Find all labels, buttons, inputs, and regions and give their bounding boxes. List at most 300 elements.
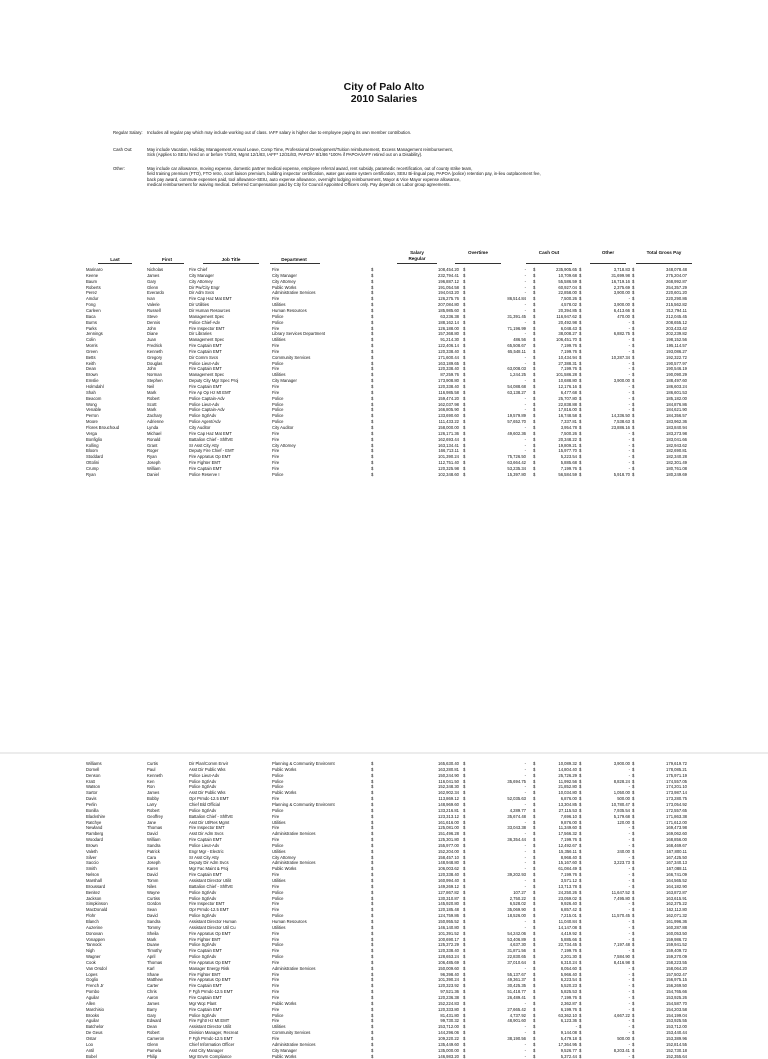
first-name: John — [147, 326, 156, 332]
dollar-sign: $ — [463, 843, 465, 849]
first-name: Sandra — [147, 843, 161, 849]
job-title: Fire Ap Op Hz Mt EMT — [189, 390, 231, 396]
dollar-sign: $ — [579, 802, 581, 808]
table-row — [0, 384, 768, 390]
dollar-sign: $ — [579, 931, 581, 937]
first-name: Diane — [147, 331, 158, 337]
job-title: Battalion Chief - ShftVE — [189, 814, 233, 820]
total-gross-pay: 182,340.28 — [666, 454, 687, 460]
dollar-sign: $ — [371, 402, 373, 408]
job-title: Police Reserve I — [189, 472, 220, 478]
total-gross-pay: 173,280.75 — [666, 796, 687, 802]
first-name: David — [147, 872, 158, 878]
dollar-sign: $ — [371, 802, 373, 808]
dollar-sign: $ — [533, 366, 535, 372]
total-gross-pay: 162,112.80 — [666, 907, 687, 913]
total-gross-pay: 190,577.97 — [666, 361, 687, 367]
dollar-sign: $ — [533, 767, 535, 773]
regular-salary: 162,902.34 — [438, 790, 459, 796]
total-gross-pay: 203,433.42 — [666, 326, 687, 332]
total-gross-pay: 153,712.00 — [666, 1024, 687, 1030]
regular-salary: 232,794.41 — [438, 273, 459, 279]
first-name: Joseph — [147, 460, 161, 466]
dollar-sign: $ — [632, 314, 634, 320]
overtime: 486.56 — [513, 337, 526, 343]
dollar-sign: $ — [463, 1036, 465, 1042]
department: City Auditor — [272, 425, 293, 431]
other-pay: - — [629, 977, 630, 983]
dollar-sign: $ — [579, 331, 581, 337]
table-row — [0, 972, 768, 978]
dollar-sign: $ — [632, 831, 634, 837]
dollar-sign: $ — [533, 1007, 535, 1013]
dollar-sign: $ — [579, 972, 581, 978]
regular-salary: 151,496.28 — [438, 831, 459, 837]
dollar-sign: $ — [533, 372, 535, 378]
regular-salary: 207,084.80 — [438, 302, 459, 308]
overtime: - — [525, 866, 526, 872]
table-row — [0, 913, 768, 919]
dollar-sign: $ — [463, 1030, 465, 1036]
dollar-sign: $ — [371, 831, 373, 837]
other-pay: - — [629, 784, 630, 790]
dollar-sign: $ — [632, 361, 634, 367]
department: City Manager — [272, 378, 297, 384]
total-gross-pay: 183,840.94 — [666, 425, 687, 431]
last-name: Wong — [86, 402, 97, 408]
cash-out: 15,977.70 — [558, 448, 577, 454]
dollar-sign: $ — [533, 931, 535, 937]
cash-out: 7,199.76 — [561, 872, 577, 878]
department: Police — [272, 314, 283, 320]
cash-out: 6,048.43 — [561, 326, 577, 332]
department: Fire — [272, 960, 279, 966]
first-name: Glenn — [147, 1042, 158, 1048]
cash-out: 15,167.60 — [558, 860, 577, 866]
cash-out: 22,858.00 — [558, 290, 577, 296]
regular-salary: 124,759.86 — [438, 913, 459, 919]
department: Public Works — [272, 767, 296, 773]
dollar-sign: $ — [632, 825, 634, 831]
last-name: Ryan — [86, 472, 96, 478]
overtime: 4,737.92 — [510, 1013, 526, 1019]
last-name: Marchisio — [86, 1007, 104, 1013]
total-gross-pay: 182,301.49 — [666, 460, 687, 466]
department: Fire — [272, 977, 279, 983]
dollar-sign: $ — [579, 820, 581, 826]
dollar-sign: $ — [463, 820, 465, 826]
department: Police — [272, 413, 283, 419]
other-pay: 10,780.47 — [611, 802, 630, 808]
last-name: Venable — [86, 407, 101, 413]
job-title: Dir Libraries — [189, 331, 212, 337]
first-name: Everardo — [147, 290, 164, 296]
other-pay: - — [629, 989, 630, 995]
dollar-sign: $ — [463, 983, 465, 989]
cash-out: 60,927.04 — [558, 285, 577, 291]
dollar-sign: $ — [632, 896, 634, 902]
table-row — [0, 413, 768, 419]
cash-out: 22,838.88 — [558, 402, 577, 408]
regular-salary: 116,985.58 — [438, 390, 459, 396]
overtime: 31,871.56 — [507, 948, 526, 954]
department: Fire — [272, 995, 279, 1001]
first-name: Ivan — [147, 296, 155, 302]
last-name: De Geus — [86, 1030, 103, 1036]
dollar-sign: $ — [579, 1007, 581, 1013]
overtime: 4,289.77 — [510, 808, 526, 814]
dollar-sign: $ — [579, 960, 581, 966]
last-name: Cook — [86, 960, 96, 966]
other-pay: 10,287.34 — [611, 355, 630, 361]
regular-salary: 163,189.65 — [438, 361, 459, 367]
department: Police — [272, 779, 283, 785]
dollar-sign: $ — [463, 866, 465, 872]
cash-out: 10,089.32 — [558, 761, 577, 767]
last-name: Smith — [86, 866, 97, 872]
dollar-sign: $ — [632, 302, 634, 308]
dollar-sign: $ — [463, 925, 465, 931]
other-pay: - — [629, 1054, 630, 1059]
cash-out: 10,434.94 — [558, 355, 577, 361]
other-pay: - — [629, 948, 630, 954]
dollar-sign: $ — [463, 448, 465, 454]
overtime: 75,726.50 — [507, 454, 526, 460]
regular-salary: 150,009.60 — [438, 966, 459, 972]
total-gross-pay: 178,085.21 — [666, 767, 687, 773]
other-pay: - — [629, 454, 630, 460]
department: Fire — [272, 825, 279, 831]
table-row — [0, 437, 768, 443]
dollar-sign: $ — [579, 314, 581, 320]
overtime: - — [525, 1030, 526, 1036]
cash-out: 4,419.92 — [561, 931, 577, 937]
department: Fire — [272, 948, 279, 954]
total-gross-pay: 190,546.19 — [666, 366, 687, 372]
job-title: Assistant Director Utilit — [189, 878, 231, 884]
regular-salary: 152,348.30 — [438, 784, 459, 790]
first-name: Robert — [147, 1030, 160, 1036]
dollar-sign: $ — [371, 390, 373, 396]
last-name: Antil — [86, 1048, 94, 1054]
department: City Attorney — [272, 443, 296, 449]
last-name: Fong — [86, 302, 96, 308]
other-pay: - — [629, 466, 630, 472]
dollar-sign: $ — [371, 919, 373, 925]
other-pay: - — [629, 460, 630, 466]
dollar-sign: $ — [463, 878, 465, 884]
header-total-gross-pay: Total Gross Pay — [636, 250, 692, 255]
department: Utilities — [272, 372, 286, 378]
dollar-sign: $ — [579, 977, 581, 983]
dollar-sign: $ — [533, 384, 535, 390]
first-name: Tomm — [147, 878, 158, 884]
dollar-sign: $ — [579, 878, 581, 884]
other-pay: 4,667.22 — [614, 1013, 630, 1019]
dollar-sign: $ — [579, 454, 581, 460]
cash-out: 17,364.95 — [558, 1042, 577, 1048]
department: Fire — [272, 454, 279, 460]
dollar-sign: $ — [371, 896, 373, 902]
last-name: Ramberg — [86, 831, 103, 837]
cash-out: 4,578.02 — [561, 302, 577, 308]
total-gross-pay: 180,761.08 — [666, 466, 687, 472]
regular-salary: 148,948.80 — [438, 860, 459, 866]
overtime: 71,196.99 — [507, 326, 526, 332]
dollar-sign: $ — [533, 907, 535, 913]
dollar-sign: $ — [632, 372, 634, 378]
table-row — [0, 1001, 768, 1007]
dollar-sign: $ — [371, 349, 373, 355]
dollar-sign: $ — [463, 890, 465, 896]
total-gross-pay: 154,203.58 — [666, 1007, 687, 1013]
table-row — [0, 960, 768, 966]
cash-out: 6,310.24 — [561, 960, 577, 966]
dollar-sign: $ — [533, 413, 535, 419]
first-name: Norman — [147, 372, 162, 378]
dollar-sign: $ — [632, 267, 634, 273]
regular-salary: 109,220.22 — [438, 1036, 459, 1042]
dollar-sign: $ — [632, 419, 634, 425]
overtime: - — [525, 761, 526, 767]
header-underline — [150, 263, 184, 264]
dollar-sign: $ — [533, 802, 535, 808]
job-title: Chief Bld Official — [189, 802, 220, 808]
department: Fire — [272, 390, 279, 396]
first-name: Niles — [147, 884, 156, 890]
cash-out: 6,857.42 — [561, 907, 577, 913]
cash-out: 20,394.85 — [558, 308, 577, 314]
regular-salary: 158,457.10 — [438, 855, 459, 861]
last-name: Blackshire — [86, 814, 105, 820]
definition-text: May include car allowance, moving expense, domestic partner medical expense, employee referral award, rent subsidy, paramedic recertification, out of county strike team, field training premium (FTO), FTO retro, court liaison premium, building inspector certification, water gas waste system certification, SEIU Bi-lingual pay, PAPOA (police) retention pay, in-lieu outplacement fee, back pay award, commute expenses paid, tool allowance-SEIU, auto expense allowance, overnight lodging reimbursement, Mayor & Vice Mayor expense allowance, medical reimbursement for waiving medical. Deferred Compensation paid by City for Council Appointed Officers only. Pay depends on Labor group agreements. — [147, 166, 547, 187]
job-title: Assistant Director Human — [189, 919, 236, 925]
first-name: Juan — [147, 337, 156, 343]
total-gross-pay: 212,794.11 — [666, 308, 687, 314]
total-gross-pay: 186,601.53 — [666, 390, 687, 396]
department: Planning & Community Environmt — [272, 802, 335, 808]
other-pay: 31,699.98 — [611, 273, 630, 279]
other-pay: - — [629, 361, 630, 367]
regular-salary: 188,162.14 — [438, 320, 459, 326]
dollar-sign: $ — [463, 366, 465, 372]
job-title: Police Captain-Adv — [189, 396, 225, 402]
regular-salary: 185,985.60 — [438, 308, 459, 314]
total-gross-pay: 174,201.10 — [666, 784, 687, 790]
job-title: Sr Asst City Atty — [189, 443, 219, 449]
dollar-sign: $ — [579, 425, 581, 431]
first-name: Robert — [147, 396, 160, 402]
department: Human Resources — [272, 308, 307, 314]
dollar-sign: $ — [579, 849, 581, 855]
table-row — [0, 326, 768, 332]
other-pay: - — [629, 866, 630, 872]
dollar-sign: $ — [579, 860, 581, 866]
table-row — [0, 1013, 768, 1019]
total-gross-pay: 172,557.65 — [666, 808, 687, 814]
table-row — [0, 954, 768, 960]
total-gross-pay: 220,290.86 — [666, 296, 687, 302]
other-pay: - — [629, 1030, 630, 1036]
other-pay: - — [629, 937, 630, 943]
other-pay: 5,179.68 — [614, 814, 630, 820]
dollar-sign: $ — [533, 337, 535, 343]
regular-salary: 101,390.24 — [438, 454, 459, 460]
regular-salary: 120,236.38 — [438, 995, 459, 1001]
cash-out: 6,876.00 — [561, 796, 577, 802]
table-row — [0, 443, 768, 449]
cash-out: 55,586.59 — [558, 279, 577, 285]
dollar-sign: $ — [371, 396, 373, 402]
dollar-sign: $ — [371, 1001, 373, 1007]
dollar-sign: $ — [463, 767, 465, 773]
cash-out: 7,337.81 — [561, 419, 577, 425]
first-name: Neil — [147, 384, 154, 390]
dollar-sign: $ — [632, 273, 634, 279]
dollar-sign: $ — [463, 814, 465, 820]
department: Police — [272, 913, 283, 919]
overtime: 35,069.90 — [507, 907, 526, 913]
cash-out: 25,726.29 — [558, 773, 577, 779]
table-row — [0, 837, 768, 843]
regular-salary: 152,224.83 — [438, 1001, 459, 1007]
dollar-sign: $ — [463, 349, 465, 355]
cash-out: 106,451.70 — [556, 337, 577, 343]
dollar-sign: $ — [632, 960, 634, 966]
dollar-sign: $ — [632, 837, 634, 843]
other-pay: 3,718.83 — [614, 267, 630, 273]
regular-salary: 81,431.80 — [440, 1013, 459, 1019]
dollar-sign: $ — [371, 767, 373, 773]
regular-salary: 125,372.29 — [438, 942, 459, 948]
dollar-sign: $ — [579, 1048, 581, 1054]
dollar-sign: $ — [371, 866, 373, 872]
dollar-sign: $ — [371, 884, 373, 890]
job-title: Dir Plan/Comm Envir — [189, 761, 228, 767]
dollar-sign: $ — [463, 454, 465, 460]
first-name: Thomas — [147, 825, 162, 831]
overtime: 54,242.06 — [507, 931, 526, 937]
first-name: David — [147, 831, 158, 837]
dollar-sign: $ — [463, 796, 465, 802]
total-gross-pay: 182,690.81 — [666, 448, 687, 454]
department: Fire — [272, 1007, 279, 1013]
dollar-sign: $ — [579, 872, 581, 878]
other-pay: 240.00 — [617, 849, 630, 855]
first-name: Valerie — [147, 302, 160, 308]
table-row — [0, 337, 768, 343]
department: Fire — [272, 901, 279, 907]
dollar-sign: $ — [463, 855, 465, 861]
cash-out: 6,223.54 — [561, 977, 577, 983]
dollar-sign: $ — [371, 784, 373, 790]
other-pay: 7,538.63 — [614, 419, 630, 425]
overtime: 65,508.67 — [507, 343, 526, 349]
dollar-sign: $ — [533, 320, 535, 326]
definition-text: May include Vacation, Holiday, Management Annual Leave, Comp Time, Professional Development/Tuition reimbursement, Excess Management reimbursement, Sick (Applies to SEIU hired on or before 7/1/83, Mgmt 12/1/83, IAFF* 12/31/83, PAPOA* 8/1/86 *100% if PAPOA/IAFF retired out on a Disability). — [147, 147, 547, 158]
overtime: - — [525, 860, 526, 866]
other-pay: 470.00 — [617, 314, 630, 320]
dollar-sign: $ — [632, 337, 634, 343]
department: Police — [272, 407, 283, 413]
dollar-sign: $ — [533, 1030, 535, 1036]
regular-salary: 163,280.81 — [438, 767, 459, 773]
dollar-sign: $ — [632, 431, 634, 437]
table-row — [0, 866, 768, 872]
overtime: - — [525, 1001, 526, 1007]
last-name: Watson — [86, 784, 100, 790]
department: Fire — [272, 989, 279, 995]
dollar-sign: $ — [533, 1054, 535, 1059]
dollar-sign: $ — [632, 296, 634, 302]
total-gross-pay: 167,340.13 — [666, 860, 687, 866]
other-pay: 8,828.24 — [614, 779, 630, 785]
cash-out: 11,040.84 — [559, 919, 577, 925]
total-gross-pay: 163,872.87 — [666, 890, 687, 896]
table-row — [0, 907, 768, 913]
dollar-sign: $ — [463, 995, 465, 1001]
dollar-sign: $ — [579, 837, 581, 843]
dollar-sign: $ — [632, 948, 634, 954]
regular-salary: 153,712.00 — [438, 1024, 459, 1030]
dollar-sign: $ — [533, 884, 535, 890]
cash-out: 5,223.54 — [561, 454, 577, 460]
department: Fire — [272, 931, 279, 937]
dollar-sign: $ — [579, 384, 581, 390]
department: Police — [272, 1013, 283, 1019]
job-title: Dir Utilities — [189, 302, 209, 308]
dollar-sign: $ — [371, 814, 373, 820]
department: Fire — [272, 814, 279, 820]
first-name: Daniel — [147, 472, 159, 478]
overtime: - — [525, 1054, 526, 1059]
regular-salary: 127,867.82 — [438, 890, 459, 896]
dollar-sign: $ — [533, 896, 535, 902]
dollar-sign: $ — [371, 267, 373, 273]
department: Police — [272, 784, 283, 790]
total-gross-pay: 183,962.36 — [666, 419, 687, 425]
regular-salary: 166,805.90 — [438, 407, 459, 413]
total-gross-pay: 157,502.47 — [666, 972, 687, 978]
department: City Manager — [272, 273, 297, 279]
dollar-sign: $ — [632, 349, 634, 355]
table-row — [0, 790, 768, 796]
job-title: Fire Chief — [189, 267, 207, 273]
total-gross-pay: 190,090.29 — [666, 372, 687, 378]
last-name: Kolling — [86, 443, 99, 449]
dollar-sign: $ — [579, 337, 581, 343]
dollar-sign: $ — [533, 989, 535, 995]
regular-salary: 159,474.20 — [438, 396, 459, 402]
first-name: Zachary — [147, 413, 162, 419]
dollar-sign: $ — [371, 302, 373, 308]
other-pay: - — [629, 983, 630, 989]
total-gross-pay: 152,814.55 — [666, 1042, 687, 1048]
job-title: Mgr Wqc Plant — [189, 1001, 216, 1007]
dollar-sign: $ — [579, 884, 581, 890]
total-gross-pay: 268,992.87 — [666, 279, 687, 285]
cash-out: 13,304.85 — [558, 802, 577, 808]
dollar-sign: $ — [371, 779, 373, 785]
dollar-sign: $ — [632, 1007, 634, 1013]
table-row — [0, 942, 768, 948]
dollar-sign: $ — [371, 314, 373, 320]
dollar-sign: $ — [579, 431, 581, 437]
other-pay: - — [629, 349, 630, 355]
overtime: - — [525, 396, 526, 402]
other-pay: 500.00 — [617, 796, 630, 802]
cash-out: 21,852.80 — [558, 784, 577, 790]
